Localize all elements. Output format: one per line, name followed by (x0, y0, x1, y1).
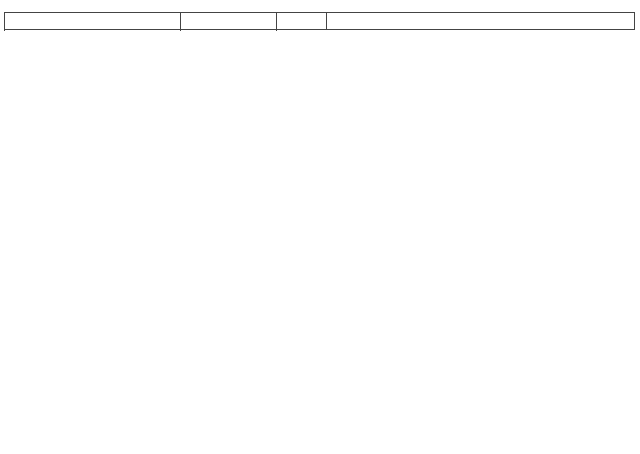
table-header (5, 13, 635, 30)
header-executor (181, 13, 277, 30)
header-source (277, 13, 327, 30)
funding-table (4, 12, 635, 30)
header-name (5, 13, 181, 30)
header-expenses (327, 13, 635, 30)
